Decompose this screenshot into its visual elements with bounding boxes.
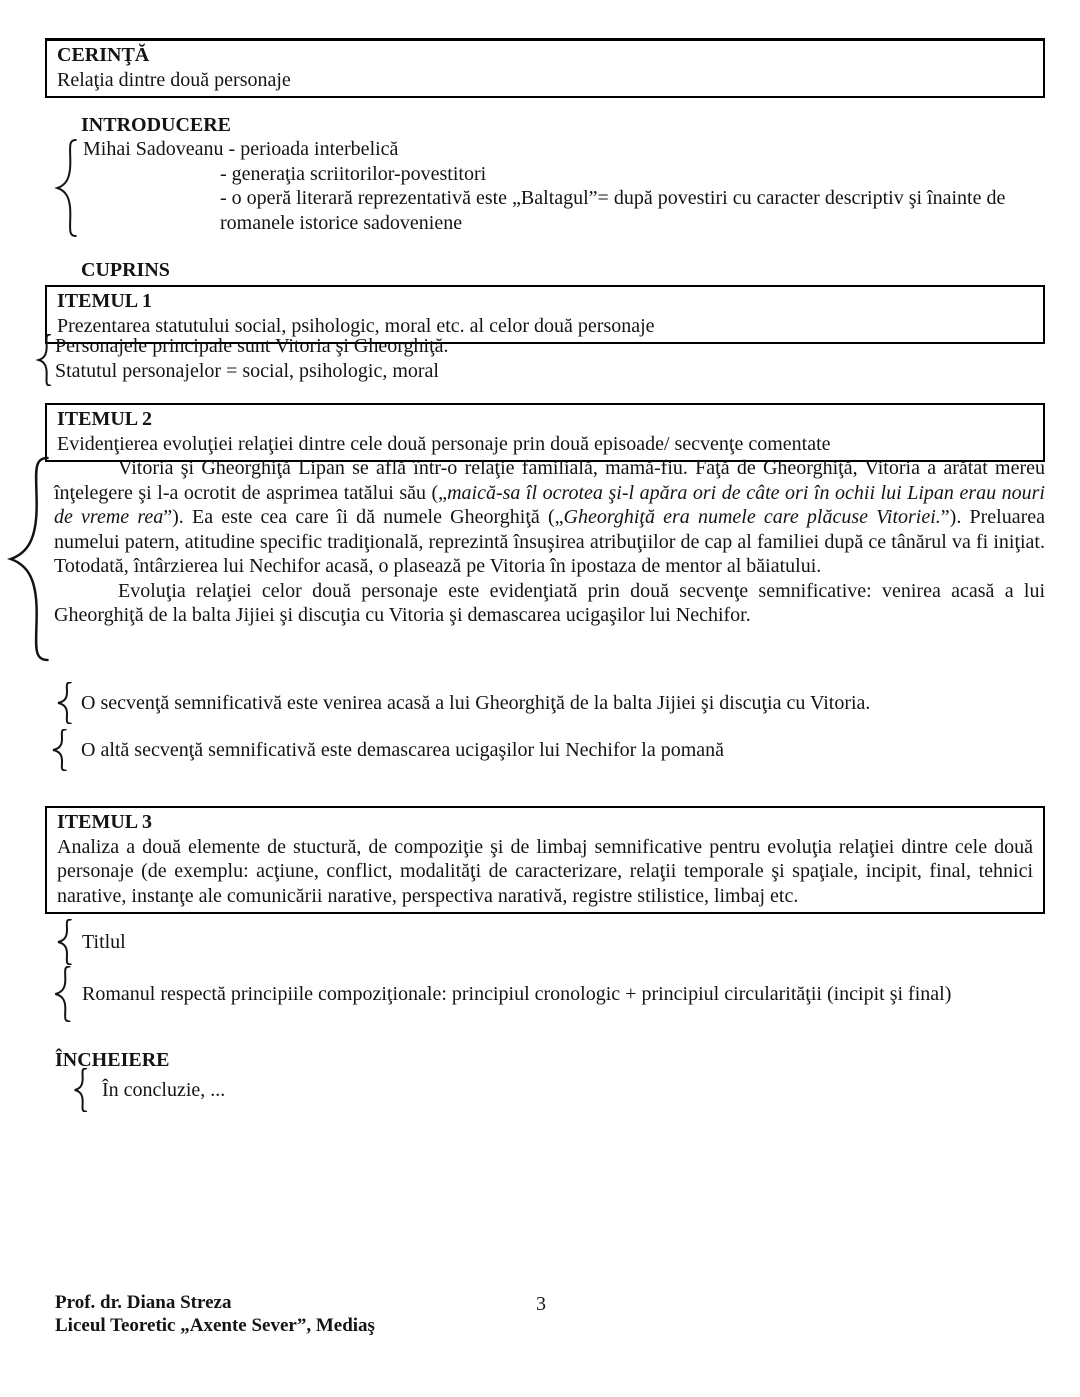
romanul-text: Romanul respectă principiile compoziţionale: principiul cronologic + principiul circularităţii (incipit şi final)	[82, 982, 952, 1005]
intro-brace-icon	[53, 139, 79, 237]
itemul1-notes-text	[55, 334, 449, 383]
itemul2-paragraph-2: Evoluţia relaţiei celor două personaje este evidenţiată prin două secvenţe semnificative: venirea acasă a lui Gheorghiţă de la balta Jijiei şi discuţia cu Vitoria şi demascarea ucigaşilor lui Nechifor.	[54, 579, 1045, 626]
introducere-bullet: - o operă literară reprezentativă este „Baltagul”= după povestiri cu caracter descriptiv şi înainte de romanele istorice sadoveniene	[220, 187, 1006, 234]
cerinta-title: CERINŢĂ	[57, 44, 150, 66]
itemul1-note: Statutul personajelor = social, psihologic, moral	[55, 359, 439, 382]
cuprins-heading: CUPRINS	[81, 259, 170, 281]
itemul1-description: Prezentarea statutului social, psihologic, moral etc. al celor două personaje	[57, 314, 655, 337]
sequence-text: O secvenţă semnificativă este venirea acasă a lui Gheorghiţă de la balta Jijiei şi discuţia cu Vitoria.	[81, 691, 871, 714]
conclusion-brace-icon	[72, 1068, 88, 1112]
page-footer	[55, 1291, 375, 1337]
conclusion-text: În concluzie, ...	[102, 1078, 226, 1101]
footer-school: Liceul Teoretic „Axente Sever”, Mediaş	[55, 1315, 375, 1336]
itemul3-description: Analiza a două elemente de stuctură, de compoziţie şi de limbaj semnificative pentru evoluţia relaţiei dintre cele două personaje (de exemplu: acţiune, conflict, modalităţi de caracterizare, relaţii temporale şi spaţiale, incipit, final, tehnici narative, instanţe ale comunicării narative, perspectiva narativă, registre stilistice, limbaj etc.	[57, 835, 1033, 907]
introducere-bullet: - generaţia scriitorilor-povestitori	[220, 162, 487, 185]
itemul1-title: ITEMUL 1	[57, 290, 153, 312]
romanul-brace-icon	[52, 966, 72, 1022]
itemul3-title: ITEMUL 3	[57, 811, 153, 833]
itemul1-note: Personajele principale sunt Vitoria şi Gheorghiţă.	[55, 335, 449, 357]
notes1-brace-icon	[36, 334, 52, 386]
titlul-text: Titlul	[82, 930, 126, 953]
titlul-note	[55, 919, 126, 965]
titlul-brace-icon	[55, 919, 73, 965]
introducere-text	[83, 137, 1045, 235]
sequence-text: O altă secvenţă semnificativă este demascarea ucigaşilor lui Nechifor la pomană	[81, 738, 725, 761]
cerinta-box	[45, 38, 1045, 98]
cerinta-subtitle: Relaţia dintre două personaje	[57, 68, 291, 91]
footer-author: Prof. dr. Diana Streza	[55, 1292, 232, 1313]
itemul2-paragraph-1: Vitoria şi Gheorghiţă Lipan se află într-o relaţie familială, mamă-fiu. Faţă de Gheorghiţă, Vitoria a arătat mereu înţelegere şi l-a ocrotit de asprimea tatălui său („maică-sa îl ocrotea şi-l apăra ori de câte ori în ochii lui Lipan erau nouri de vreme rea”). Ea este cea care îi dă numele Gheorghiţă („Gheorghiţă era numele care plăcuse Vitoriei.”). Preluarea numelui patern, atitudine specific tradiţională, reprezintă însuşirea atribuţiilor de cap al familiei după ce tânărul va fi iniţiat. Totodată, întârzierea lui Nechifor acasă, o plasează pe Vitoria în ipostaza de mentor al băiatului.	[54, 457, 1046, 577]
sequence2-brace-icon	[50, 729, 68, 771]
sequence1-brace-icon	[55, 682, 73, 724]
romanul-note	[52, 966, 951, 1022]
itemul2-paragraphs	[54, 456, 1045, 628]
sequence-note-2	[50, 729, 724, 771]
itemul2-description: Evidenţierea evoluţiei relaţiei dintre cele două personaje prin două episoade/ secvenţe comentate	[57, 432, 831, 455]
itemul2-box	[45, 403, 1045, 462]
itemul1-notes	[36, 334, 449, 386]
introducere-heading: INTRODUCERE	[81, 114, 232, 136]
conclusion-note	[72, 1068, 225, 1112]
page-number: 3	[536, 1293, 546, 1315]
sequence-note-1	[55, 682, 870, 724]
itemul3-box	[45, 806, 1045, 914]
itemul2-title: ITEMUL 2	[57, 408, 153, 430]
introducere-block	[53, 137, 1048, 237]
introducere-line: Mihai Sadoveanu - perioada interbelică	[83, 138, 399, 160]
itemul2-commentary	[2, 456, 1045, 662]
incheiere-heading: ÎNCHEIERE	[55, 1049, 170, 1071]
paragraph-brace-icon	[2, 456, 54, 662]
